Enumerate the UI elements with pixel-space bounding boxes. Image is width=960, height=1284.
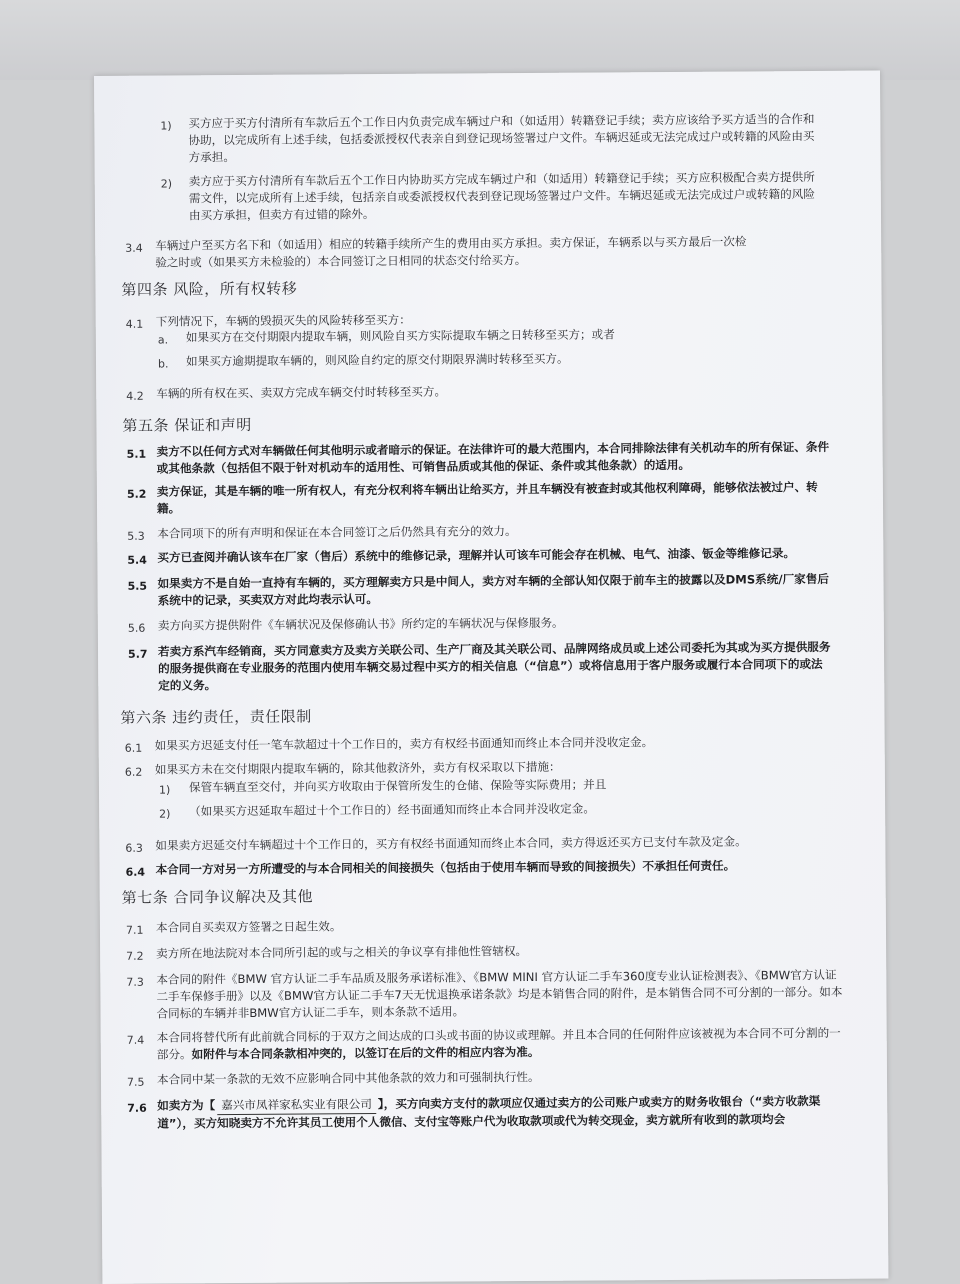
item-number: 1): [160, 119, 172, 133]
clause-text: 本合同一方对另一方所遭受的与本合同相关的间接损失（包括由于使用车辆而导致的间接损失）不承担任何责任。: [155, 858, 736, 877]
clause-text: 卖方所在地法院对本合同所引起的或与之相关的争议享有排他性管辖权。: [156, 943, 528, 961]
section-heading: 第七条 合同争议解决及其他: [121, 887, 314, 907]
clause-text: 卖方向买方提供附件《车辆状况及保修确认书》所约定的车辆状况与保修服务。: [157, 615, 564, 633]
clause-text: 若卖方系汽车经销商，买方同意卖方及卖方关联公司、生产厂商及其关联公司、品牌网络成员或上述公司委托为其或为买方提供服务的服务提供商在专业服务的范围内使用车辆交易过程中买方的相关信息（“信息”）或将信息用于客户服务或履行本合同项下的或法定的义务。: [157, 639, 831, 693]
clause-number: 6.1: [124, 741, 143, 755]
item-number: a.: [157, 333, 169, 347]
clause-text: 如果买方未在交付期限内提取车辆的，除其他救济外，卖方有权采取以下措施：: [154, 759, 561, 777]
clause-number: 5.3: [127, 529, 145, 543]
clause-text: 卖方应于买方付清所有车款后五个工作日内协助买方完成车辆过户和（如适用）转籍登记手续；买方应积极配合卖方提供所需文件，以完成所有上述手续，包括亲自或委派授权代表到登记现场签署过户文件。车辆迟延或无法完成过户或转籍的风险由买方承担，但卖方有过错的除外。: [188, 169, 815, 223]
clause-number: 7.4: [126, 1033, 145, 1047]
clause-text: 本合同中某一条款的无效不应影响合同中其他条款的效力和可强制执行性。: [156, 1069, 540, 1087]
clause-text: 车辆过户至买方名下和（如适用）相应的转籍手续所产生的费用由买方承担。卖方保证，车辆系以与买方最后一次检验之时或（如果买方未检验的）本合同签订之日相同的状态交付给买方。: [155, 234, 747, 270]
clause-text: 车辆的所有权在买、卖双方完成车辆交付时转移至买方。: [156, 384, 447, 401]
clause-text-part: 本合同将替代所有此前就合同标的于双方之间达成的口头或书面的协议或理解。并且本合同的任何附件应该被视为本合同不可分割的一部分。: [156, 1025, 841, 1062]
item-number: 2): [159, 807, 171, 821]
clause-number: 7.1: [125, 923, 144, 937]
section-heading: 第六条 违约责任，责任限制: [120, 707, 312, 727]
clause-number: 7.2: [126, 949, 144, 963]
clause-text: 如果卖方迟延交付车辆超过十个工作日的，买方有权经书面通知而终止本合同，卖方得返还买方已支付车款及定金。: [155, 834, 747, 853]
clause-number: 5.4: [127, 553, 147, 567]
seller-name-blank: 嘉兴市凤祥家私实业有限公司: [217, 1096, 376, 1115]
clause-text: 如果买方逾期提取车辆的，则风险自约定的原交付期限界满时转移至买方。: [185, 351, 569, 369]
clause-number: 6.3: [125, 841, 143, 855]
clause-text: 本合同项下的所有声明和保证在本合同签订之后仍然具有充分的效力。: [157, 524, 517, 541]
clause-text: 买方已查阅并确认该车在厂家（售后）系统中的维修记录，理解并认可该车可能会存在机械、电气、油漆、钣金等维修记录。: [157, 546, 796, 565]
clause-text: 保管车辆直至交付，并向买方收取由于保管所发生的仓储、保险等实际费用；并且: [188, 777, 607, 795]
clause-text: 如果买方在交付期限内提取车辆，则风险自买方实际提取车辆之日转移至买方；或者: [185, 327, 615, 345]
clause-text-part: 如卖方为【: [157, 1098, 216, 1113]
clause-text: 卖方不以任何方式对车辆做任何其他明示或者暗示的保证。在法律许可的最大范围内，本合同排除法律有关机动车的所有保证、条件或其他条款（包括但不限于针对机动车的适用性、可销售品质或其他的保证、条件或其他条款）的适用。: [156, 439, 830, 476]
clause-text: （如果买方迟延取车超过十个工作日的）经书面通知而终止本合同并没收定金。: [189, 801, 595, 819]
clause-number: 5.2: [126, 487, 147, 501]
clause-text: 下列情况下，车辆的毁损灭失的风险转移至买方：: [155, 312, 411, 329]
clause-number: 5.1: [126, 447, 147, 461]
clause-number: 5.5: [127, 579, 148, 593]
clause-number: 5.6: [127, 621, 146, 635]
clause-number: 6.4: [125, 865, 146, 879]
section-heading: 第四条 风险，所有权转移: [121, 279, 298, 299]
clause-number: 7.5: [126, 1075, 145, 1089]
item-number: b.: [157, 357, 169, 371]
section-heading: 第五条 保证和声明: [122, 415, 252, 435]
clause-text: 本合同的附件《BMW 官方认证二手车品质及服务承诺标准》、《BMW MINI 官方认证二手车360度专业认证检测表》、《BMW官方认证二手车保修手册》以及《BMW官方认证二手车7天无忧退换承诺条款》均是本销售合同的附件，是本销售合同不可分割的一部分。如本合同标的车辆并非BMW官方认证二手车，则本条款不适用。: [156, 967, 843, 1021]
clause-text: 卖方保证，其是车辆的唯一所有权人，有充分权利将车辆出让给买方，并且车辆没有被查封或其他权利障碍，能够依法被过户、转籍。: [156, 479, 818, 516]
clause-number: 6.2: [124, 765, 143, 779]
background-top: [0, 0, 960, 80]
clause-text: 本合同自买卖双方签署之日起生效。: [155, 919, 342, 935]
clause-text: 如果买方迟延支付任一笔车款超过十个工作日的，卖方有权经书面通知而终止本合同并没收定金。: [154, 735, 654, 753]
clause-text-bold-part: 如附件与本合同条款相冲突的，以签订在后的文件的相应内容为准。: [191, 1044, 540, 1062]
contract-page: [94, 71, 888, 1284]
item-number: 1): [158, 783, 171, 797]
clause-text: [157, 1025, 847, 1064]
clause-number: 7.3: [126, 975, 144, 989]
clause-number: 4.2: [126, 389, 144, 403]
clause-text: 买方应于买方付清所有车款后五个工作日内负责完成车辆过户和（如适用）转籍登记手续；卖方应该给予买方适当的合作和协助，以完成所有上述手续，包括委派授权代表亲自到登记现场签署过户文件。车辆迟延或无法完成过户或转籍的风险由买方承担。: [188, 111, 815, 165]
clause-text: 如果卖方不是自始一直持有车辆的，买方理解卖方只是中间人，卖方对车辆的全部认知仅限于前车主的披露以及DMS系统/厂家售后系统中的记录，买卖双方对此均表示认可。: [157, 571, 829, 608]
clause-number: 4.1: [125, 317, 144, 331]
clause-number: 5.7: [127, 647, 148, 661]
item-number: 2): [160, 177, 173, 191]
clause-number: 7.6: [127, 1101, 147, 1115]
clause-number: 3.4: [125, 241, 143, 255]
clause-text: [157, 1093, 847, 1133]
clause-text-part: 】，买方向卖方支付的款项应仅通过卖方的公司账户或卖方的财务收银台（“卖方收款渠道”），买方知晓卖方不允许其员工使用个人微信、支付宝等账户代为收取款项或代为转交现金，卖方就所有收到的款项均会: [157, 1093, 821, 1131]
